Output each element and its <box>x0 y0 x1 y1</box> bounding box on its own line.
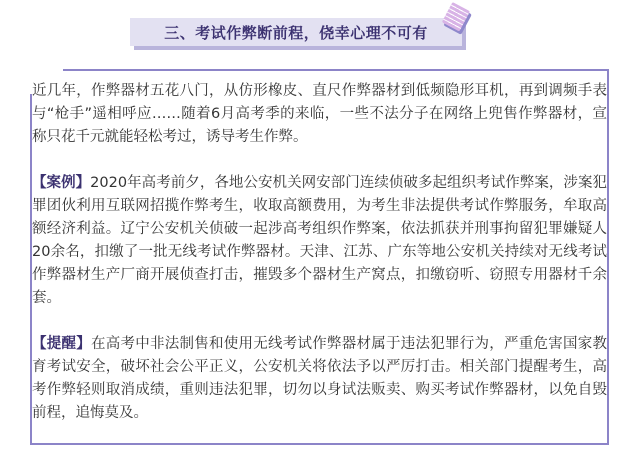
article-body <box>32 80 607 448</box>
case-tag: 【案例】 <box>32 175 91 191</box>
section-title: 三、考试作弊断前程，侥幸心理不可有 <box>164 23 428 42</box>
intro-text: 近几年，作弊器材五花八门，从仿形橡皮、直尺作弊器材到低频隐形耳机，再到调频手表与“枪手”遥相呼应……随着6月高考季的来临，一些不法分子在网络上兜售作弊器材，宣称只花千元就能轻松考过，诱导考生作弊。 <box>32 83 607 145</box>
case-paragraph <box>32 172 607 310</box>
reminder-text: 在高考中非法制售和使用无线考试作弊器材属于违法犯罪行为，严重危害国家教育考试安全，破坏社会公平正义，公安机关将依法予以严厉打击。相关部门提醒考生，高考作弊轻则取消成绩，重则违法犯罪，切勿以身试法贩卖、购买考试作弊器材，以免自毁前程，追悔莫及。 <box>32 336 607 421</box>
reminder-paragraph <box>32 333 607 425</box>
section-header <box>130 18 462 46</box>
intro-paragraph <box>32 80 607 149</box>
frame-top-border <box>63 69 609 71</box>
case-text: 2020年高考前夕，各地公安机关网安部门连续侦破多起组织考试作弊案，涉案犯罪团伙利用互联网招揽作弊考生，收取高额费用，为考生非法提供考试作弊服务，牟取高额经济利益。辽宁公安机关侦破一起涉高考组织作弊案，依法抓获并刑事拘留犯罪嫌疑人20余名，扣缴了一批无线考试作弊器材。天津、江苏、广东等地公安机关持续对无线考试作弊器材生产厂商开展侦查打击，摧毁多个器材生产窝点，扣缴窃听、窃照专用器材千余套。 <box>32 175 607 306</box>
reminder-tag: 【提醒】 <box>32 336 91 352</box>
frame-right-border <box>607 69 609 445</box>
